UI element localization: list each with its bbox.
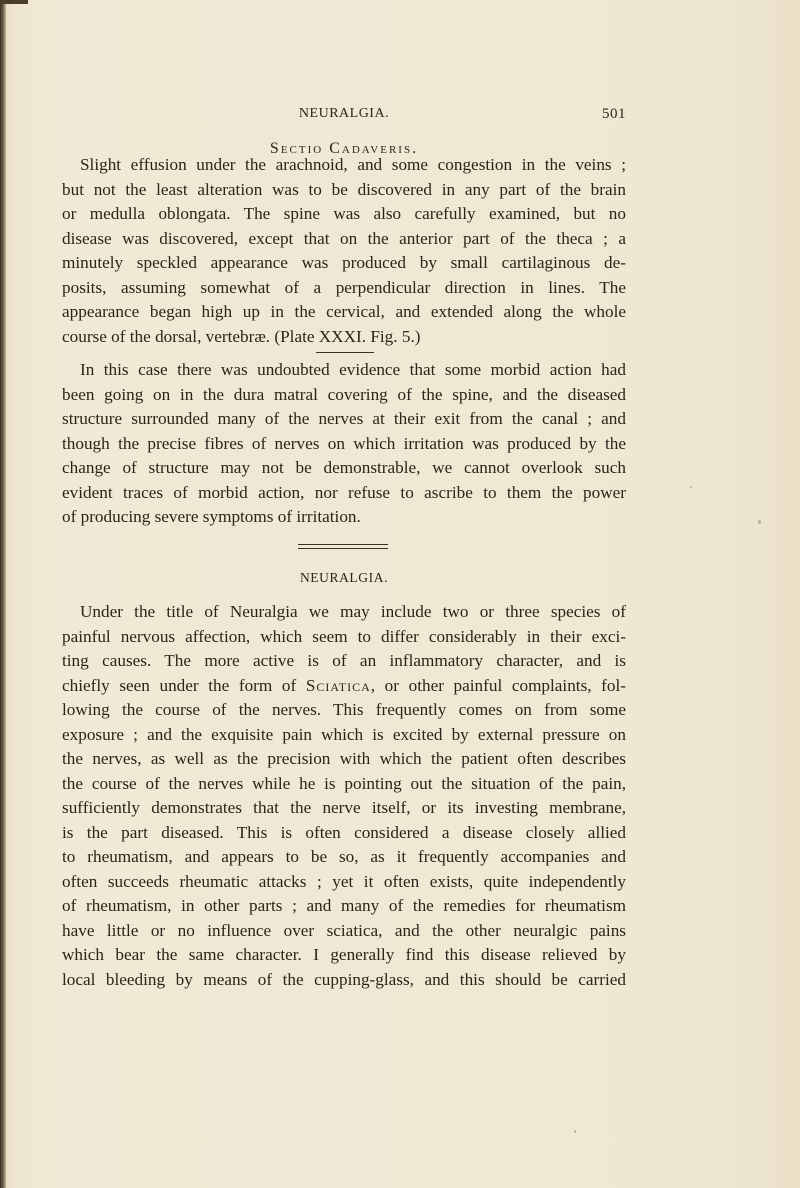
text-line: structure surrounded many of the nerves at their exit from the canal ; and bbox=[62, 409, 626, 428]
text-line: local bleeding by means of the cupping-glass, and this should be carried bbox=[62, 969, 626, 989]
sciatica-term: Sciatica bbox=[305, 675, 371, 695]
paper-speck bbox=[690, 486, 692, 488]
section-heading: Sectio Cadaveris. bbox=[269, 140, 419, 157]
text-line: minutely speckled appearance was produced by small cartilaginous de- bbox=[62, 253, 626, 272]
text-line: In this case there was undoubted evidence that some morbid action had bbox=[80, 360, 626, 379]
text-line: course of the dorsal, vertebræ. (Plate XXXI. Fig. 5.) bbox=[62, 326, 421, 346]
text-line: but not the least alteration was to be discovered in any part of the brain bbox=[62, 179, 626, 199]
text-line: posits, assuming somewhat of a perpendicular direction in lines. The bbox=[62, 277, 626, 297]
text-line: the nerves, as well as the precision with which the patient often describes bbox=[62, 749, 626, 768]
running-title: NEURALGIA. bbox=[298, 106, 390, 121]
chapter-heading: NEURALGIA. bbox=[299, 570, 389, 585]
paragraph-commentary bbox=[62, 358, 626, 530]
text-line: to rheumatism, and appears to be so, as it frequently accompanies and bbox=[62, 847, 626, 866]
text-line: been going on in the dura matral covering of the spine, and the diseased bbox=[62, 384, 626, 404]
text-line: of producing severe symptoms of irritation. bbox=[62, 507, 361, 526]
text-line: exposure ; and the exquisite pain which is excited by external pressure on bbox=[62, 724, 626, 744]
text-line: disease was discovered, except that on the anterior part of the theca ; a bbox=[62, 228, 626, 248]
text-line-sciatica bbox=[62, 674, 626, 699]
page-number: 501 bbox=[602, 106, 626, 122]
page-binding-edge bbox=[0, 0, 6, 1188]
text-line: sufficiently demonstrates that the nerve itself, or its investing membrane, bbox=[62, 798, 626, 817]
text-line: Under the title of Neuralgia we may include two or three species of bbox=[80, 602, 626, 621]
text-line: Slight effusion under the arachnoid, and some congestion in the veins ; bbox=[80, 155, 626, 174]
text-line: of rheumatism, in other parts ; and many of the remedies for rheumatism bbox=[62, 896, 626, 915]
running-head bbox=[62, 106, 626, 126]
text-line: which bear the same character. I generally find this disease relieved by bbox=[62, 945, 626, 964]
text-line: ting causes. The more active is of an inflammatory character, and is bbox=[62, 651, 626, 670]
paragraph-neuralgia bbox=[62, 600, 626, 992]
text-line: appearance began high up in the cervical, and extended along the whole bbox=[62, 302, 626, 321]
text-line: or medulla oblongata. The spine was also carefully examined, but no bbox=[62, 204, 626, 223]
paper-speck bbox=[574, 1130, 576, 1133]
text-segment: chiefly seen under the form of bbox=[62, 675, 306, 695]
text-line: change of structure may not be demonstrable, we cannot overlook such bbox=[62, 458, 626, 477]
section-divider-rule bbox=[316, 352, 374, 353]
text-line: have little or no influence over sciatica, and the other neuralgic pains bbox=[62, 920, 626, 940]
page-binding-mark bbox=[0, 0, 28, 4]
paragraph-sectio-cadaveris bbox=[62, 153, 626, 349]
text-segment: , or other painful complaints, fol- bbox=[370, 675, 626, 695]
text-line: evident traces of morbid action, nor refuse to ascribe to them the power bbox=[62, 482, 626, 502]
text-line: the course of the nerves while he is pointing out the situation of the pain, bbox=[62, 773, 626, 793]
text-line: often succeeds rheumatic attacks ; yet it often exists, quite independently bbox=[62, 871, 626, 891]
chapter-divider-double-rule bbox=[298, 544, 388, 549]
text-line: though the precise fibres of nerves on which irritation was produced by the bbox=[62, 433, 626, 453]
text-line: lowing the course of the nerves. This frequently comes on from some bbox=[62, 700, 626, 719]
text-line: is the part diseased. This is often considered a disease closely allied bbox=[62, 822, 626, 842]
text-line: painful nervous affection, which seem to differ considerably in their exci- bbox=[62, 626, 626, 646]
paper-speck bbox=[758, 520, 761, 524]
